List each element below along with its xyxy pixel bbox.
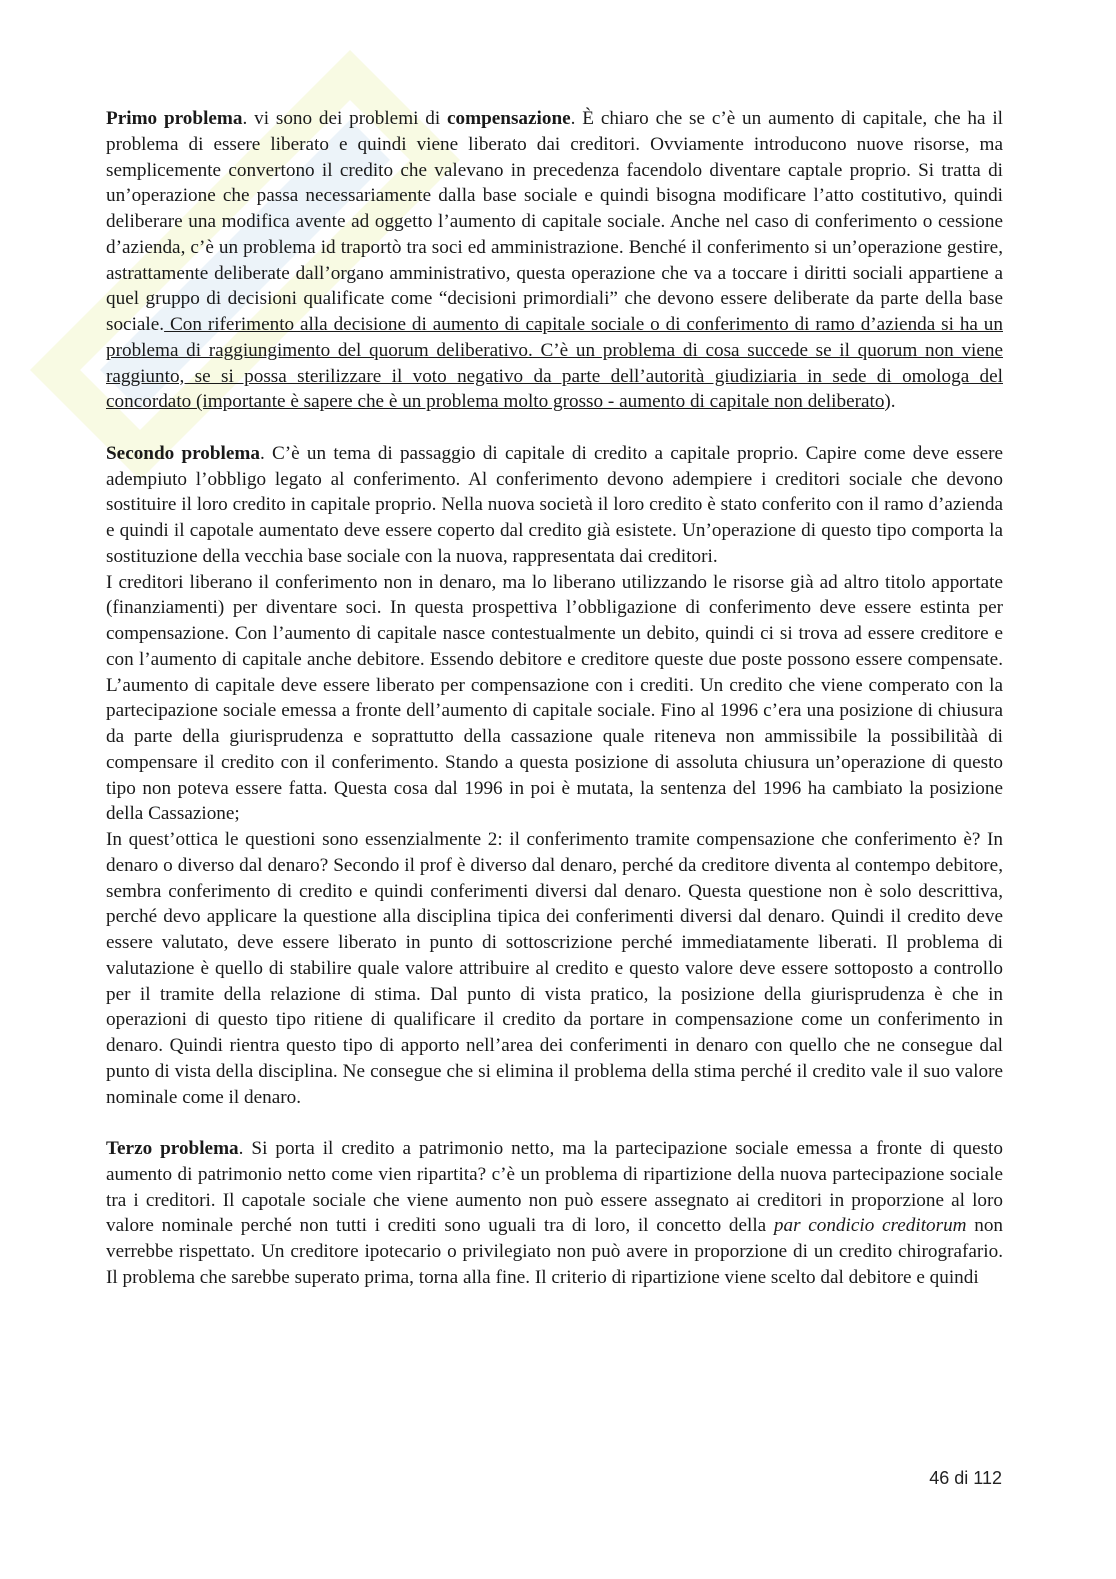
paragraph-secondo-problema: Secondo problema. C’è un tema di passaggio di capitale di credito a capitale proprio. Capire come deve essere adempiuto l’obbligo legato al conferimento. Al conferimento devono adempiere i creditori sociale che devono sostituire il loro credito in capitale proprio. Nella nuova società il loro credito è stato conferito con il ramo d’azienda e quindi il capotale aumentato deve essere coperto dal credito già esistete. Un’operazione di questo tipo comporta la sostituzione della vecchia base sociale con la nuova, rappresentata dai creditori.: [106, 442, 1003, 567]
underlined-passage: Con riferimento alla decisione di aumento di capitale sociale o di conferimento di ramo d’azienda si ha un problema di raggiungimento del quorum deliberativo. C’è un problema di cosa succede se il quorum non viene raggiunto, se si possa sterilizzare il voto negativo da parte dell’autorità giudiziaria in sede di omologa del concordato (importante è sapere che è un problema molto grosso - aumento di capitale non deliberato: [106, 314, 1003, 413]
heading-primo-problema: Primo problema: [106, 108, 243, 129]
paragraph-primo-problema: Primo problema. vi sono dei problemi di compensazione. È chiaro che se c’è un aumento di capitale, che ha il problema di essere liberato e quindi viene liberato dai creditori. Ovviamente introducono nuove risorse, ma semplicemente convertono il credito che valevano in precedenza facendolo diventare captale proprio. Si tratta di un’operazione che passa necessariamente dalla base sociale e quindi bisogna modificare l’atto costitutivo, quindi deliberare una modifica avente ad oggetto l’aumento di capitale sociale. Anche nel caso di conferimento o cessione d’azienda, c’è un problema id traportò tra soci ed amministrazione. Benché il conferimento si un’operazione gestire, astrattamente deliberate dall’organo amministrativo, questa operazione che va a toccare i diritti sociali appartiene a quel gruppo di decisioni qualificate come “decisioni primordiali” che devono essere deliberate da parte della base sociale. Con riferimento alla decisione di aumento di capitale sociale o di conferimento di ramo d’azienda si ha un problema di raggiungimento del quorum deliberativo. C’è un problema di cosa succede se il quorum non viene raggiunto, se si possa sterilizzare il voto negativo da parte dell’autorità giudiziaria in sede di omologa del concordato (importante è sapere che è un problema molto grosso - aumento di capitale non deliberato).: [106, 108, 1003, 413]
term-par-condicio: par condicio creditorum: [773, 1215, 967, 1237]
heading-secondo-problema: Secondo problema: [106, 442, 260, 464]
document-body: [106, 106, 1003, 1291]
page-number: 46 di 112: [929, 1468, 1002, 1488]
paragraph-creditori-liberano: I creditori liberano il conferimento non in denaro, ma lo liberano utilizzando le risorse già ad altro titolo apportate (finanziamenti) per diventare soci. In questa prospettiva l’obbligazione di conferimento deve essere estinta per compensazione. Con l’aumento di capitale nasce contestualmente un debito, quindi ci si trova ad essere creditore e con l’aumento di capitale anche debitore. Essendo debitore e creditore queste due poste possono essere compensate. L’aumento di capitale deve essere liberato per compensazione con i crediti. Un credito che viene comperato con la partecipazione sociale emessa a fronte dell’aumento di capitale sociale. Fino al 1996 c’era una posizione di chiusura da parte della giurisprudenza e soprattutto della cassazione quale riteneva non ammissibile la possibilitàà di compensare il credito con il conferimento. Stando a questa posizione di assoluta chiusura un’operazione di questo tipo non poteva essere fatta. Questa cosa dal 1996 in poi è mutata, la sentenza del 1996 ha cambiato la posizione della Cassazione;: [106, 571, 1003, 825]
paragraph-terzo-problema: Terzo problema. Si porta il credito a patrimonio netto, ma la partecipazione sociale emessa a fronte di questo aumento di patrimonio netto come vien ripartita? c’è un problema di ripartizione della nuova partecipazione sociale tra i creditori. Il capotale sociale che viene aumento non può essere assegnato ai creditori in proporzione al loro valore nominale perché non tutti i crediti sono uguali tra di loro, il concetto della par condicio creditorum non verrebbe rispettato. Un creditore ipotecario o privilegiato non può avere in proporzione di un credito chirografario. Il problema che sarebbe superato prima, torna alla fine. Il criterio di ripartizione viene scelto dal debitore e quindi: [106, 1138, 1004, 1288]
paragraph-questioni: In quest’ottica le questioni sono essenzialmente 2: il conferimento tramite compensazione che conferimento è? In denaro o diverso dal denaro? Secondo il prof è diverso dal denaro, perché da creditore diventa al contempo debitore, sembra conferimento di credito e quindi conferimenti diversi dal denaro. Questa questione non è solo descrittiva, perché devo applicare la questione alla disciplina tipica dei conferimenti diversi dal denaro. Quindi il credito deve essere valutato, deve essere liberato in punto di sottoscrizione perché immediatamente liberati. Il problema di valutazione è quello di stabilire quale valore attribuire al credito e questo valore deve essere sottoposto a controllo per il tramite della relazione di stima. Dal punto di vista pratico, la posizione della giurisprudenza è che in operazioni di questo tipo ritiene di qualificare il credito da portare in compensazione come un conferimento in denaro. Quindi rientra questo tipo di apporto nell’area dei conferimenti in denaro con quello che ne consegue dal punto di vista della disciplina. Ne consegue che si elimina il problema della stima perché il credito vale il suo valore nominale come il denaro.: [106, 829, 1003, 1108]
term-compensazione: compensazione: [447, 108, 571, 129]
heading-terzo-problema: Terzo problema: [106, 1138, 239, 1159]
